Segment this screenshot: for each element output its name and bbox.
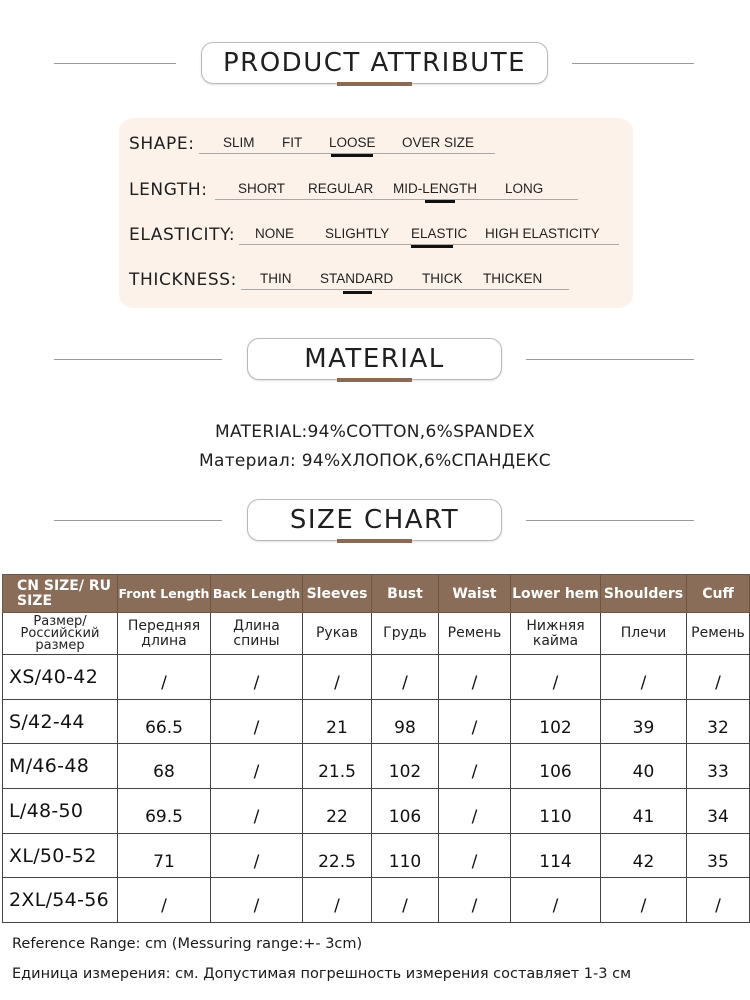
measurement-cell: [511, 833, 601, 878]
selected-marker: [425, 200, 455, 203]
measurement-cell: [511, 789, 601, 834]
attribute-label: THICKNESS:: [129, 270, 237, 290]
section-underline: [337, 82, 412, 86]
attribute-option: SLIM: [223, 135, 255, 150]
cell-value: /: [253, 851, 260, 872]
header-cell: Front Length: [118, 575, 211, 613]
cell-value: /: [471, 806, 478, 827]
size-cell: 2XL/54-56: [3, 878, 118, 923]
measurement-cell: [118, 699, 211, 744]
measurement-cell: [372, 744, 439, 789]
cell-value: 110: [388, 851, 422, 872]
measurement-cell: [601, 744, 687, 789]
divider-left: [54, 520, 222, 521]
table-row: [3, 655, 750, 700]
selected-marker: [331, 154, 373, 157]
selected-marker: [411, 245, 453, 248]
table-row: [3, 833, 750, 878]
header-cell: Нижняя кайма: [511, 613, 601, 655]
cell-value: 21.5: [318, 762, 356, 783]
cell-value: /: [715, 672, 721, 693]
attribute-option: THICKEN: [483, 271, 543, 286]
attribute-option-selected: STANDARD: [320, 271, 394, 286]
header-cell: Рукав: [303, 613, 372, 655]
measurement-cell: [601, 878, 687, 923]
measurement-cell: [601, 699, 687, 744]
cell-value: 71: [153, 851, 175, 872]
header-cell: Длина спины: [211, 613, 303, 655]
cell-value: 35: [707, 851, 729, 872]
attribute-label: LENGTH:: [129, 180, 208, 200]
size-cell: S/42-44: [3, 699, 118, 744]
cell-value: /: [471, 896, 478, 917]
measurement-cell: [118, 878, 211, 923]
cell-value: 22: [326, 806, 348, 827]
cell-value: 42: [632, 851, 655, 872]
cell-value: /: [253, 672, 260, 693]
divider-right: [526, 520, 694, 521]
cell-value: /: [552, 672, 559, 693]
measurement-cell: [687, 655, 750, 700]
measurement-cell: [511, 744, 601, 789]
header-cell: Lower hem: [511, 575, 601, 613]
section-underline: [337, 539, 412, 543]
cell-value: /: [552, 896, 559, 917]
material-text-ru: Материал: 94%ХЛОПОК,6%СПАНДЕКС: [199, 451, 551, 471]
measurement-cell: [372, 655, 439, 700]
cell-value: /: [161, 672, 167, 693]
cell-value: /: [402, 672, 408, 693]
cell-value: 41: [632, 806, 655, 827]
section-title-material: MATERIAL: [247, 338, 502, 380]
attribute-option-selected: LOOSE: [329, 135, 376, 150]
attribute-label: SHAPE:: [129, 134, 195, 154]
cell-value: 102: [388, 762, 422, 783]
divider-right: [526, 359, 694, 360]
size-cell: XL/50-52: [3, 833, 118, 878]
attribute-baseline: [241, 289, 569, 290]
measurement-cell: [601, 789, 687, 834]
cell-value: /: [253, 717, 260, 738]
header-cell: Sleeves: [303, 575, 372, 613]
attribute-option-selected: ELASTIC: [411, 226, 468, 241]
measurement-cell: [211, 655, 303, 700]
attribute-option: THIN: [260, 271, 292, 286]
cell-value: /: [253, 896, 260, 917]
header-cell: Back Length: [211, 575, 303, 613]
measurement-cell: [118, 655, 211, 700]
cell-value: /: [715, 896, 721, 917]
cell-value: /: [334, 672, 340, 693]
header-cell: Грудь: [372, 613, 439, 655]
measurement-cell: [439, 699, 511, 744]
attribute-option-selected: MID-LENGTH: [393, 181, 477, 196]
attribute-option: REGULAR: [308, 181, 374, 196]
attribute-baseline: [215, 199, 578, 200]
section-underline: [337, 378, 412, 382]
header-cell: Размер/ Российский размер: [3, 613, 118, 655]
reference-note-en: Reference Range: cm (Messuring range:+- 3cm): [12, 936, 363, 952]
measurement-cell: [303, 833, 372, 878]
table-row: [3, 699, 750, 744]
header-cell: Ремень: [439, 613, 511, 655]
measurement-cell: [687, 789, 750, 834]
cell-value: 102: [539, 717, 572, 738]
size-cell: M/46-48: [3, 744, 118, 789]
cell-value: 106: [388, 806, 422, 827]
measurement-cell: [511, 655, 601, 700]
cell-value: 106: [539, 762, 572, 783]
cell-value: /: [402, 896, 408, 917]
measurement-cell: [601, 833, 687, 878]
cell-value: 40: [632, 762, 655, 783]
attribute-option: THICK: [422, 271, 463, 286]
attribute-option: SHORT: [238, 181, 286, 196]
size-cell: XS/40-42: [3, 655, 118, 700]
cell-value: 110: [539, 806, 572, 827]
measurement-cell: [118, 744, 211, 789]
measurement-cell: [118, 833, 211, 878]
cell-value: /: [253, 762, 260, 783]
measurement-cell: [372, 699, 439, 744]
reference-note-ru: Единица измерения: см. Допустимая погрешность измерения составляет 1-3 см: [12, 966, 632, 982]
measurement-cell: [211, 699, 303, 744]
attribute-option: HIGH ELASTICITY: [485, 226, 600, 241]
header-cell: Плечи: [601, 613, 687, 655]
cell-value: /: [471, 851, 478, 872]
size-cell: L/48-50: [3, 789, 118, 834]
attribute-row-thickness: [119, 264, 633, 294]
cell-value: 21: [326, 717, 348, 738]
section-title-product-attribute: PRODUCT ATTRIBUTE: [201, 42, 548, 84]
table-row: [3, 744, 750, 789]
attribute-row-length: [119, 174, 633, 204]
cell-value: 32: [707, 717, 729, 738]
cell-value: /: [253, 806, 260, 827]
header-cell: CN SIZE/ RU SIZE: [3, 575, 118, 613]
cell-value: 114: [539, 851, 572, 872]
attribute-option: OVER SIZE: [402, 135, 475, 150]
measurement-cell: [303, 699, 372, 744]
attribute-label: ELASTICITY:: [129, 225, 236, 245]
measurement-cell: [372, 878, 439, 923]
header-cell: Shoulders: [601, 575, 687, 613]
cell-value: /: [471, 717, 478, 738]
measurement-cell: [372, 833, 439, 878]
table-header-row-en: [3, 575, 750, 613]
measurement-cell: [303, 878, 372, 923]
table-header-row-ru: [3, 613, 750, 655]
material-text-en: MATERIAL:94%COTTON,6%SPANDEX: [215, 422, 535, 442]
measurement-cell: [687, 744, 750, 789]
attribute-option: LONG: [505, 181, 544, 196]
header-cell: Cuff: [687, 575, 750, 613]
table-row: [3, 789, 750, 834]
measurement-cell: [687, 833, 750, 878]
divider-left: [54, 63, 176, 64]
selected-marker: [343, 291, 372, 294]
header-cell: Bust: [372, 575, 439, 613]
attribute-option: FIT: [282, 135, 303, 150]
measurement-cell: [303, 744, 372, 789]
cell-value: /: [471, 762, 478, 783]
attribute-option: NONE: [255, 226, 295, 241]
cell-value: 22.5: [318, 851, 356, 872]
cell-value: 33: [707, 762, 729, 783]
size-chart-table: [2, 574, 750, 923]
attribute-panel: [119, 118, 633, 308]
measurement-cell: [372, 789, 439, 834]
attribute-row-elasticity: [119, 219, 633, 249]
attribute-option: SLIGHTLY: [325, 226, 390, 241]
cell-value: 69.5: [145, 806, 183, 827]
measurement-cell: [211, 744, 303, 789]
measurement-cell: [118, 789, 211, 834]
cell-value: /: [334, 896, 340, 917]
measurement-cell: [687, 699, 750, 744]
measurement-cell: [439, 878, 511, 923]
table-row: [3, 878, 750, 923]
cell-value: /: [640, 896, 647, 917]
cell-value: 68: [153, 762, 175, 783]
measurement-cell: [439, 789, 511, 834]
measurement-cell: [439, 655, 511, 700]
cell-value: /: [640, 672, 647, 693]
measurement-cell: [303, 789, 372, 834]
header-cell: Ремень: [687, 613, 750, 655]
attribute-row-shape: [119, 128, 633, 158]
cell-value: /: [161, 896, 167, 917]
header-cell: Передняя длина: [118, 613, 211, 655]
measurement-cell: [687, 878, 750, 923]
cell-value: 66.5: [145, 717, 183, 738]
measurement-cell: [211, 789, 303, 834]
measurement-cell: [511, 878, 601, 923]
measurement-cell: [211, 833, 303, 878]
cell-value: 34: [707, 806, 729, 827]
cell-value: 39: [632, 717, 655, 738]
divider-left: [54, 359, 222, 360]
measurement-cell: [511, 699, 601, 744]
header-cell: Waist: [439, 575, 511, 613]
cell-value: /: [471, 672, 478, 693]
measurement-cell: [439, 833, 511, 878]
measurement-cell: [601, 655, 687, 700]
measurement-cell: [211, 878, 303, 923]
section-title-size-chart: SIZE CHART: [247, 499, 502, 541]
measurement-cell: [303, 655, 372, 700]
measurement-cell: [439, 744, 511, 789]
divider-right: [572, 63, 694, 64]
cell-value: 98: [394, 717, 416, 738]
